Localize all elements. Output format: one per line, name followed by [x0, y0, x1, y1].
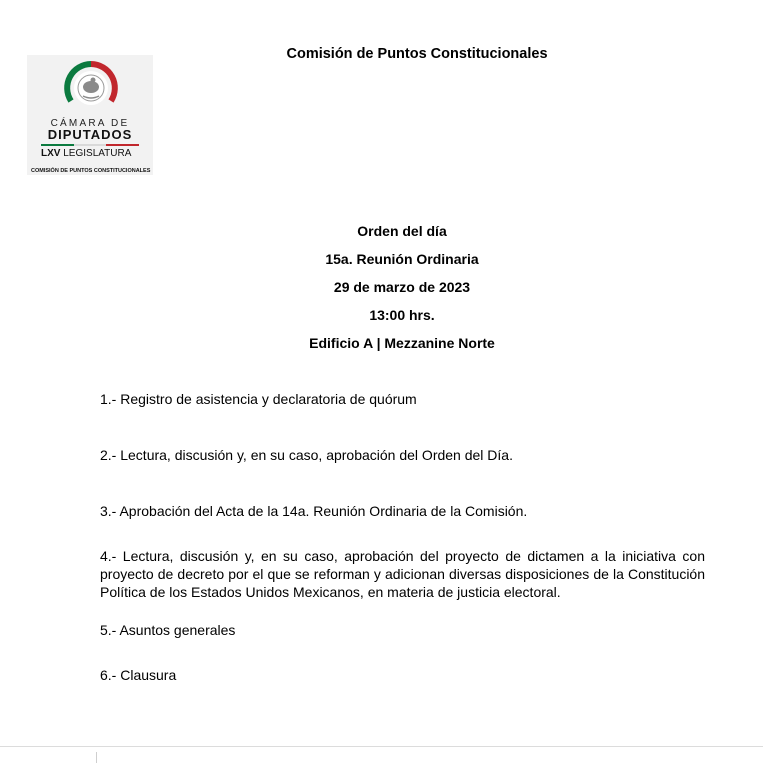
logo-caption: COMISIÓN DE PUNTOS CONSTITUCIONALES — [31, 168, 151, 174]
logo-text-camara: CÁMARA DE — [50, 118, 130, 129]
logo-text-legislatura — [41, 148, 131, 159]
page-footer-marker — [96, 752, 97, 763]
agenda-title: Orden del día — [357, 223, 447, 239]
agenda-item-2: 2.- Lectura, discusión y, en su caso, aprobación del Orden del Día. — [100, 447, 513, 463]
chamber-logo — [27, 55, 153, 175]
logo-text-diputados: DIPUTADOS — [47, 127, 133, 142]
meeting-time: 13:00 hrs. — [369, 307, 435, 323]
agenda-item-1: 1.- Registro de asistencia y declaratoria de quórum — [100, 391, 417, 407]
tricolor-bar — [41, 144, 139, 146]
agenda-item-3: 3.- Aprobación del Acta de la 14a. Reunión Ordinaria de la Comisión. — [100, 503, 528, 519]
meeting-date: 29 de marzo de 2023 — [333, 279, 471, 295]
page-footer-divider — [0, 746, 763, 747]
agenda-item-5: 5.- Asuntos generales — [100, 622, 236, 638]
legislature-number: LXV — [41, 148, 61, 159]
agenda-item-6: 6.- Clausura — [100, 667, 177, 683]
meeting-name: 15a. Reunión Ordinaria — [325, 251, 479, 267]
meeting-location: Edificio A | Mezzanine Norte — [309, 335, 495, 351]
mexican-seal-icon — [63, 60, 119, 116]
agenda-item-4: 4.- Lectura, discusión y, en su caso, aprobación del proyecto de dictamen a la iniciativa con proyecto de decreto por el que se reforman y adicionan diversas disposiciones de la Constitución Política de los Estados Unidos Mexicanos, en materia de justicia electoral. — [100, 548, 705, 600]
committee-title: Comisión de Puntos Constitucionales — [286, 46, 548, 62]
legislature-label: LEGISLATURA — [63, 148, 132, 159]
